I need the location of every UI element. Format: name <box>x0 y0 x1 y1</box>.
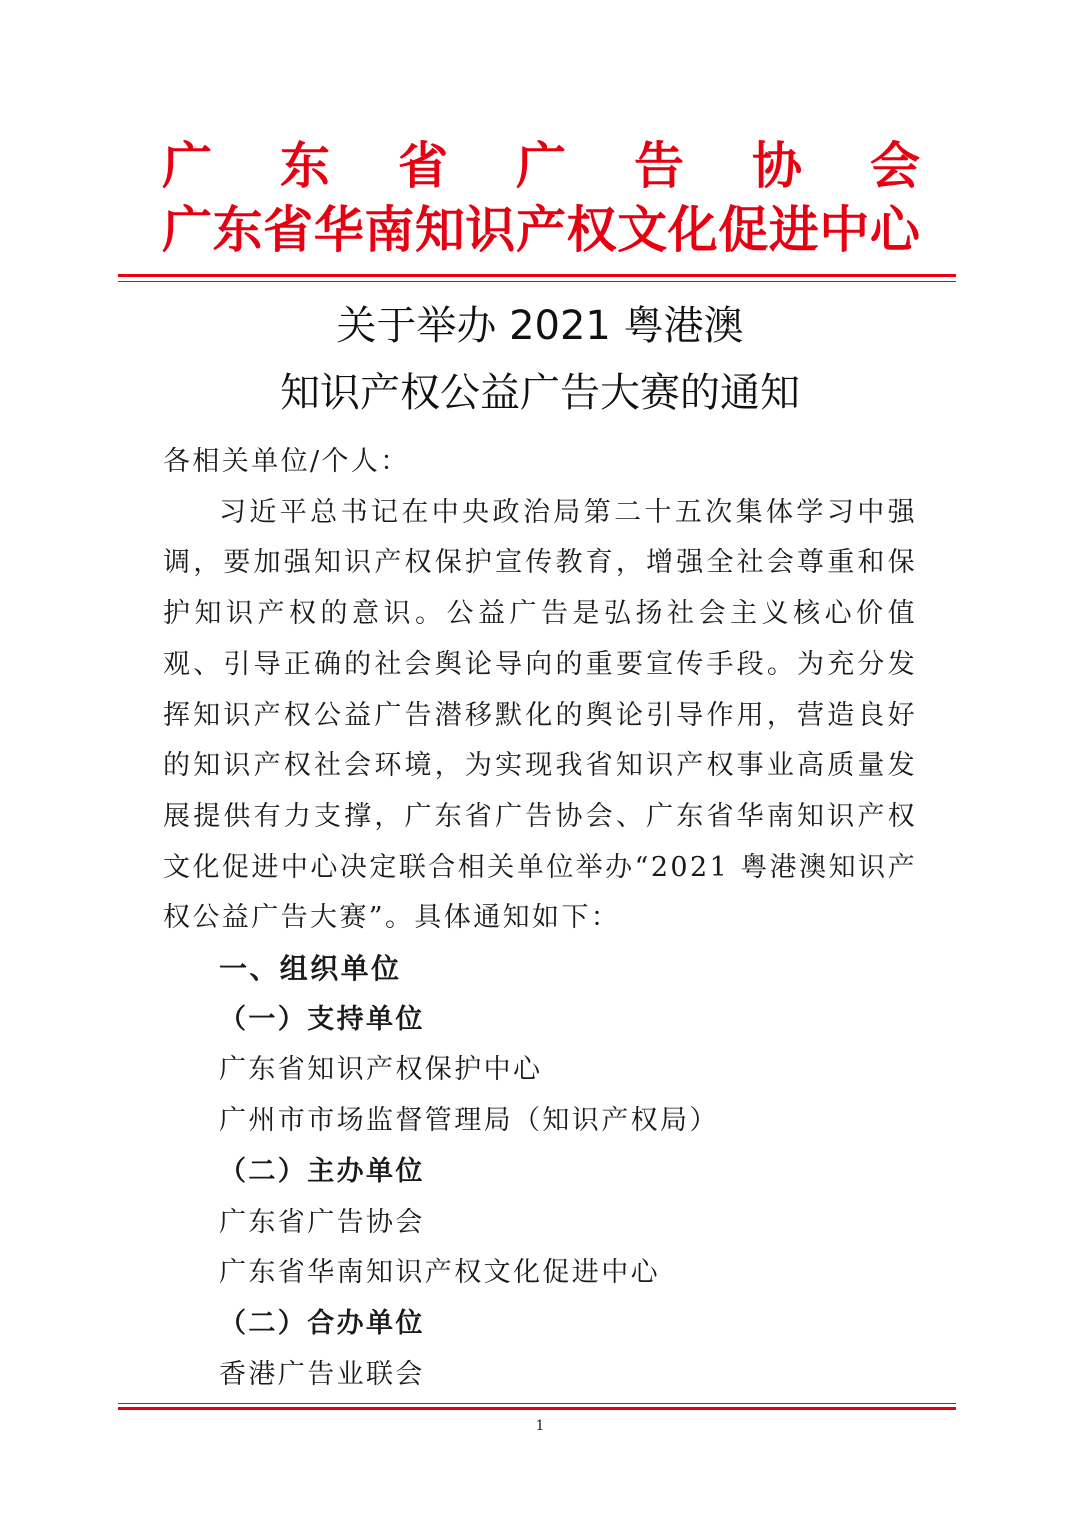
org-name-1-char: 东 <box>280 137 330 195</box>
org-name-2-char: 知 <box>414 201 465 259</box>
org-name-1-char: 会 <box>870 137 920 195</box>
org-name-1-char: 广 <box>162 137 212 195</box>
org-name-2-char: 促 <box>718 201 769 259</box>
host-unit-item: 广东省广告协会 <box>219 1206 425 1238</box>
org-name-2-char: 进 <box>768 201 819 259</box>
org-name-1 <box>0 136 1080 196</box>
org-name-1-char: 告 <box>634 137 684 195</box>
header-rule-thick <box>118 274 956 277</box>
org-name-2-char: 产 <box>515 201 566 259</box>
org-name-2-char: 化 <box>667 201 718 259</box>
org-name-1-char: 协 <box>752 137 802 195</box>
footer-rule-thick <box>118 1407 956 1410</box>
org-name-1-char: 省 <box>398 137 448 195</box>
support-unit-item: 广州市市场监督管理局（知识产权局） <box>219 1105 719 1137</box>
subsection-title-support: （一）支持单位 <box>219 1003 425 1035</box>
org-name-2-char: 心 <box>869 201 920 259</box>
org-name-2-char: 南 <box>364 201 415 259</box>
org-name-1-char: 广 <box>516 137 566 195</box>
org-name-2 <box>0 200 1080 260</box>
org-name-2-char: 文 <box>617 201 668 259</box>
org-name-2-char: 广 <box>162 201 212 259</box>
org-name-2-char: 识 <box>465 201 516 259</box>
support-unit-item: 广东省知识产权保护中心 <box>219 1054 543 1086</box>
footer-rule-thin <box>118 1403 956 1404</box>
salutation: 各相关单位/个人： <box>163 446 410 477</box>
document-title-line-2: 知识产权公益广告大赛的通知 <box>280 370 800 416</box>
intro-paragraph: 习近平总书记在中央政治局第二十五次集体学习中强调，要加强知识产权保护宣传教育，增强全社会尊重和保护知识产权的意识。公益广告是弘扬社会主义核心价值观、引导正确的社会舆论导向的重要宣传手段。为充分发挥知识产权公益广告潜移默化的舆论引导作用，营造良好的知识产权社会环境，为实现我省知识产权事业高质量发展提供有力支撑，广东省广告协会、广东省华南知识产权文化促进中心决定联合相关单位举办“2021 粤港澳知识产权公益广告大赛”。具体通知如下： <box>163 496 917 934</box>
subsection-title-co-organizer: （二）合办单位 <box>219 1307 425 1339</box>
section-title-organizers: 一、组织单位 <box>219 952 402 986</box>
org-name-2-char: 华 <box>313 201 364 259</box>
document-body <box>163 437 917 1400</box>
subsection-title-host: （二）主办单位 <box>219 1155 425 1187</box>
org-name-2-char: 省 <box>263 201 314 259</box>
document-title-line-1: 关于举办 2021 粤港澳 <box>336 303 744 349</box>
org-name-2-char: 中 <box>819 201 870 259</box>
co-organizer-item: 香港广告业联会 <box>219 1358 425 1390</box>
page-number: 1 <box>535 1418 545 1434</box>
host-unit-item: 广东省华南知识产权文化促进中心 <box>219 1257 660 1289</box>
org-name-2-char: 东 <box>212 201 263 259</box>
header-rule-thin <box>118 281 956 282</box>
org-name-2-char: 权 <box>566 201 617 259</box>
